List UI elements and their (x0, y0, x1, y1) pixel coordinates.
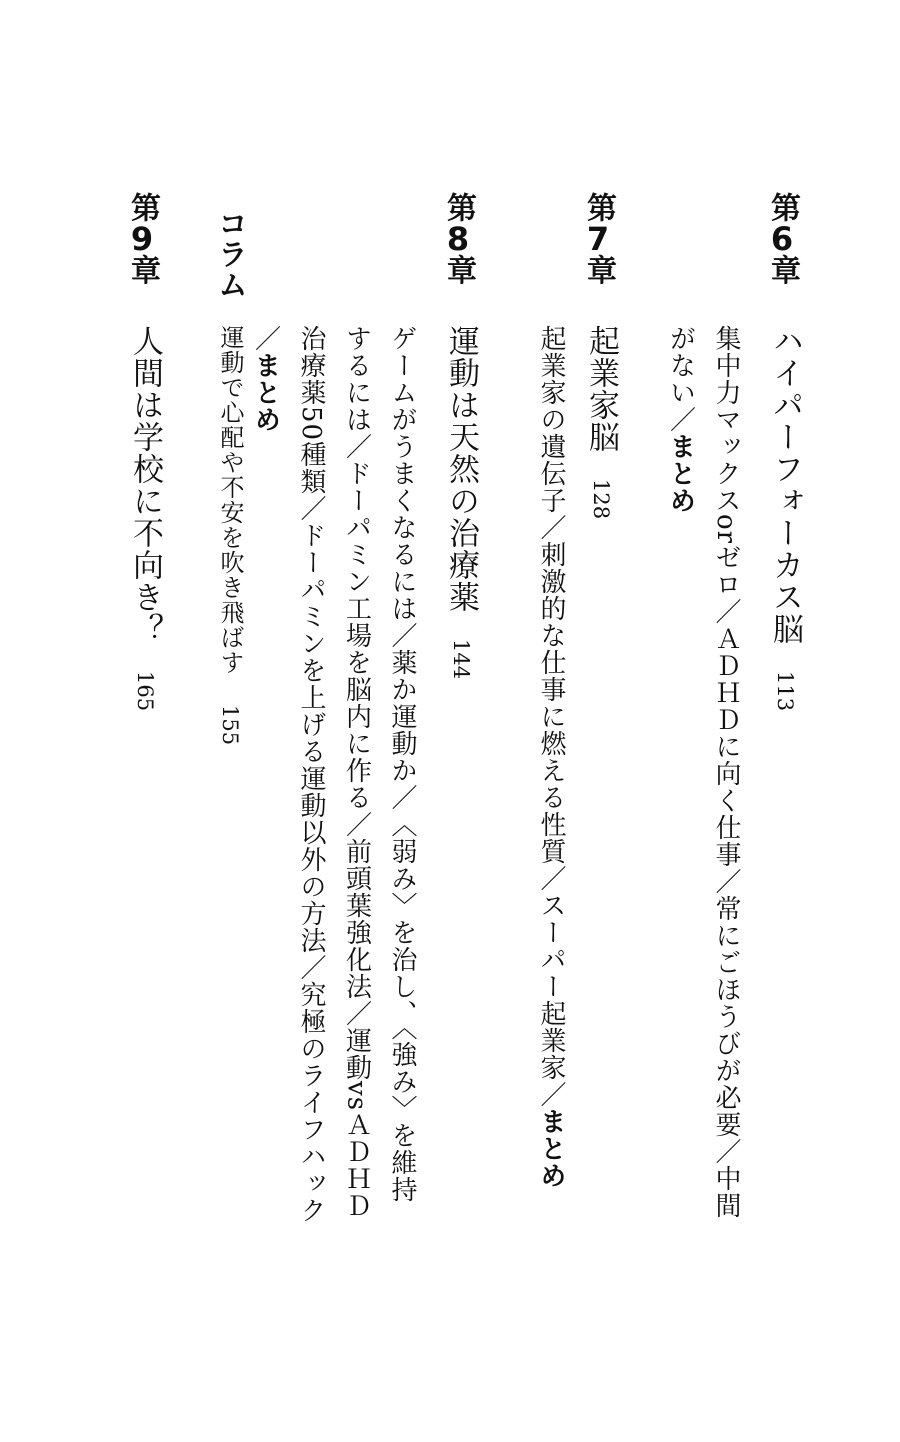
chapter-7-title: 起業家脳 (583, 325, 619, 453)
chapter-9-label-suffix: 章 (125, 254, 160, 285)
column-label: コラム (212, 208, 247, 300)
chapter-6-page: 113 (773, 671, 797, 712)
column-title-line (218, 325, 242, 745)
chapter-8-subtopics (242, 325, 424, 1224)
chapter-6-label-suffix: 章 (765, 254, 800, 285)
chapter-8-label-number: 8 (446, 222, 470, 255)
column-page: 155 (218, 705, 242, 746)
chapter-6-label-prefix: 第 (765, 192, 800, 223)
chapter-9-label-number: 9 (130, 222, 154, 255)
chapter-8-subtopics-line3: 治療薬50種類／ドーパミンを上げる運動以外の方法／究極のライフハック (296, 325, 326, 1225)
chapter-8-page: 144 (449, 639, 473, 680)
chapter-9-label (126, 192, 158, 285)
chapter-7-label-number: 7 (586, 222, 610, 255)
chapter-8-subtopics-line2: するには／ドーパミン工場を脳内に作る／前頭葉強化法／運動vsＡＤＨＤ (341, 325, 372, 1220)
chapter-6-subtopics-line2: がない／ (665, 325, 696, 433)
chapter-7-subtopics-line1: 起業家の遺伝子／刺激的な仕事に燃える性質／スーパー起業家／ (536, 325, 566, 1108)
chapter-8-title-line (443, 325, 479, 680)
chapter-7-label-prefix: 第 (581, 192, 616, 223)
chapter-7-label-suffix: 章 (581, 254, 616, 285)
chapter-6-label (766, 192, 798, 285)
chapter-7-summary: まとめ (536, 1108, 566, 1189)
chapter-6-summary: まとめ (665, 433, 696, 514)
chapter-6-subtopics-line1: 集中力マックスorゼロ／ＡＤＨＤに向く仕事／常にごほうびが必要／中間 (711, 325, 741, 1220)
column-title: 運動で心配や不安を吹き飛ばす (216, 325, 244, 675)
chapter-8-label (442, 192, 474, 285)
chapter-9-title-line (127, 325, 163, 712)
chapter-7-title-line (583, 325, 619, 520)
chapter-8-subtopics-line4: ／ (250, 325, 281, 352)
chapter-7-label (582, 192, 614, 285)
chapter-8-label-suffix: 章 (441, 254, 476, 285)
chapter-6-title-line (767, 325, 803, 712)
chapter-8-label-prefix: 第 (441, 192, 476, 223)
chapter-6-label-number: 6 (770, 222, 794, 255)
chapter-7-page: 128 (589, 479, 613, 520)
chapter-8-summary: まとめ (250, 352, 281, 433)
chapter-9-title: 人間は学校に不向き？ (127, 325, 163, 645)
chapter-9-label-prefix: 第 (125, 192, 160, 223)
chapter-6-title: ハイパーフォーカス脳 (767, 325, 803, 645)
chapter-8-subtopics-line1: ゲームがうまくなるには／薬か運動か／〈弱み〉を治し、〈強み〉を維持 (387, 325, 417, 1203)
chapter-9-page: 165 (133, 671, 157, 712)
chapter-8-title: 運動は天然の治療薬 (443, 325, 479, 613)
chapter-7-subtopics (538, 325, 564, 1189)
chapter-6-subtopics (657, 325, 748, 1219)
